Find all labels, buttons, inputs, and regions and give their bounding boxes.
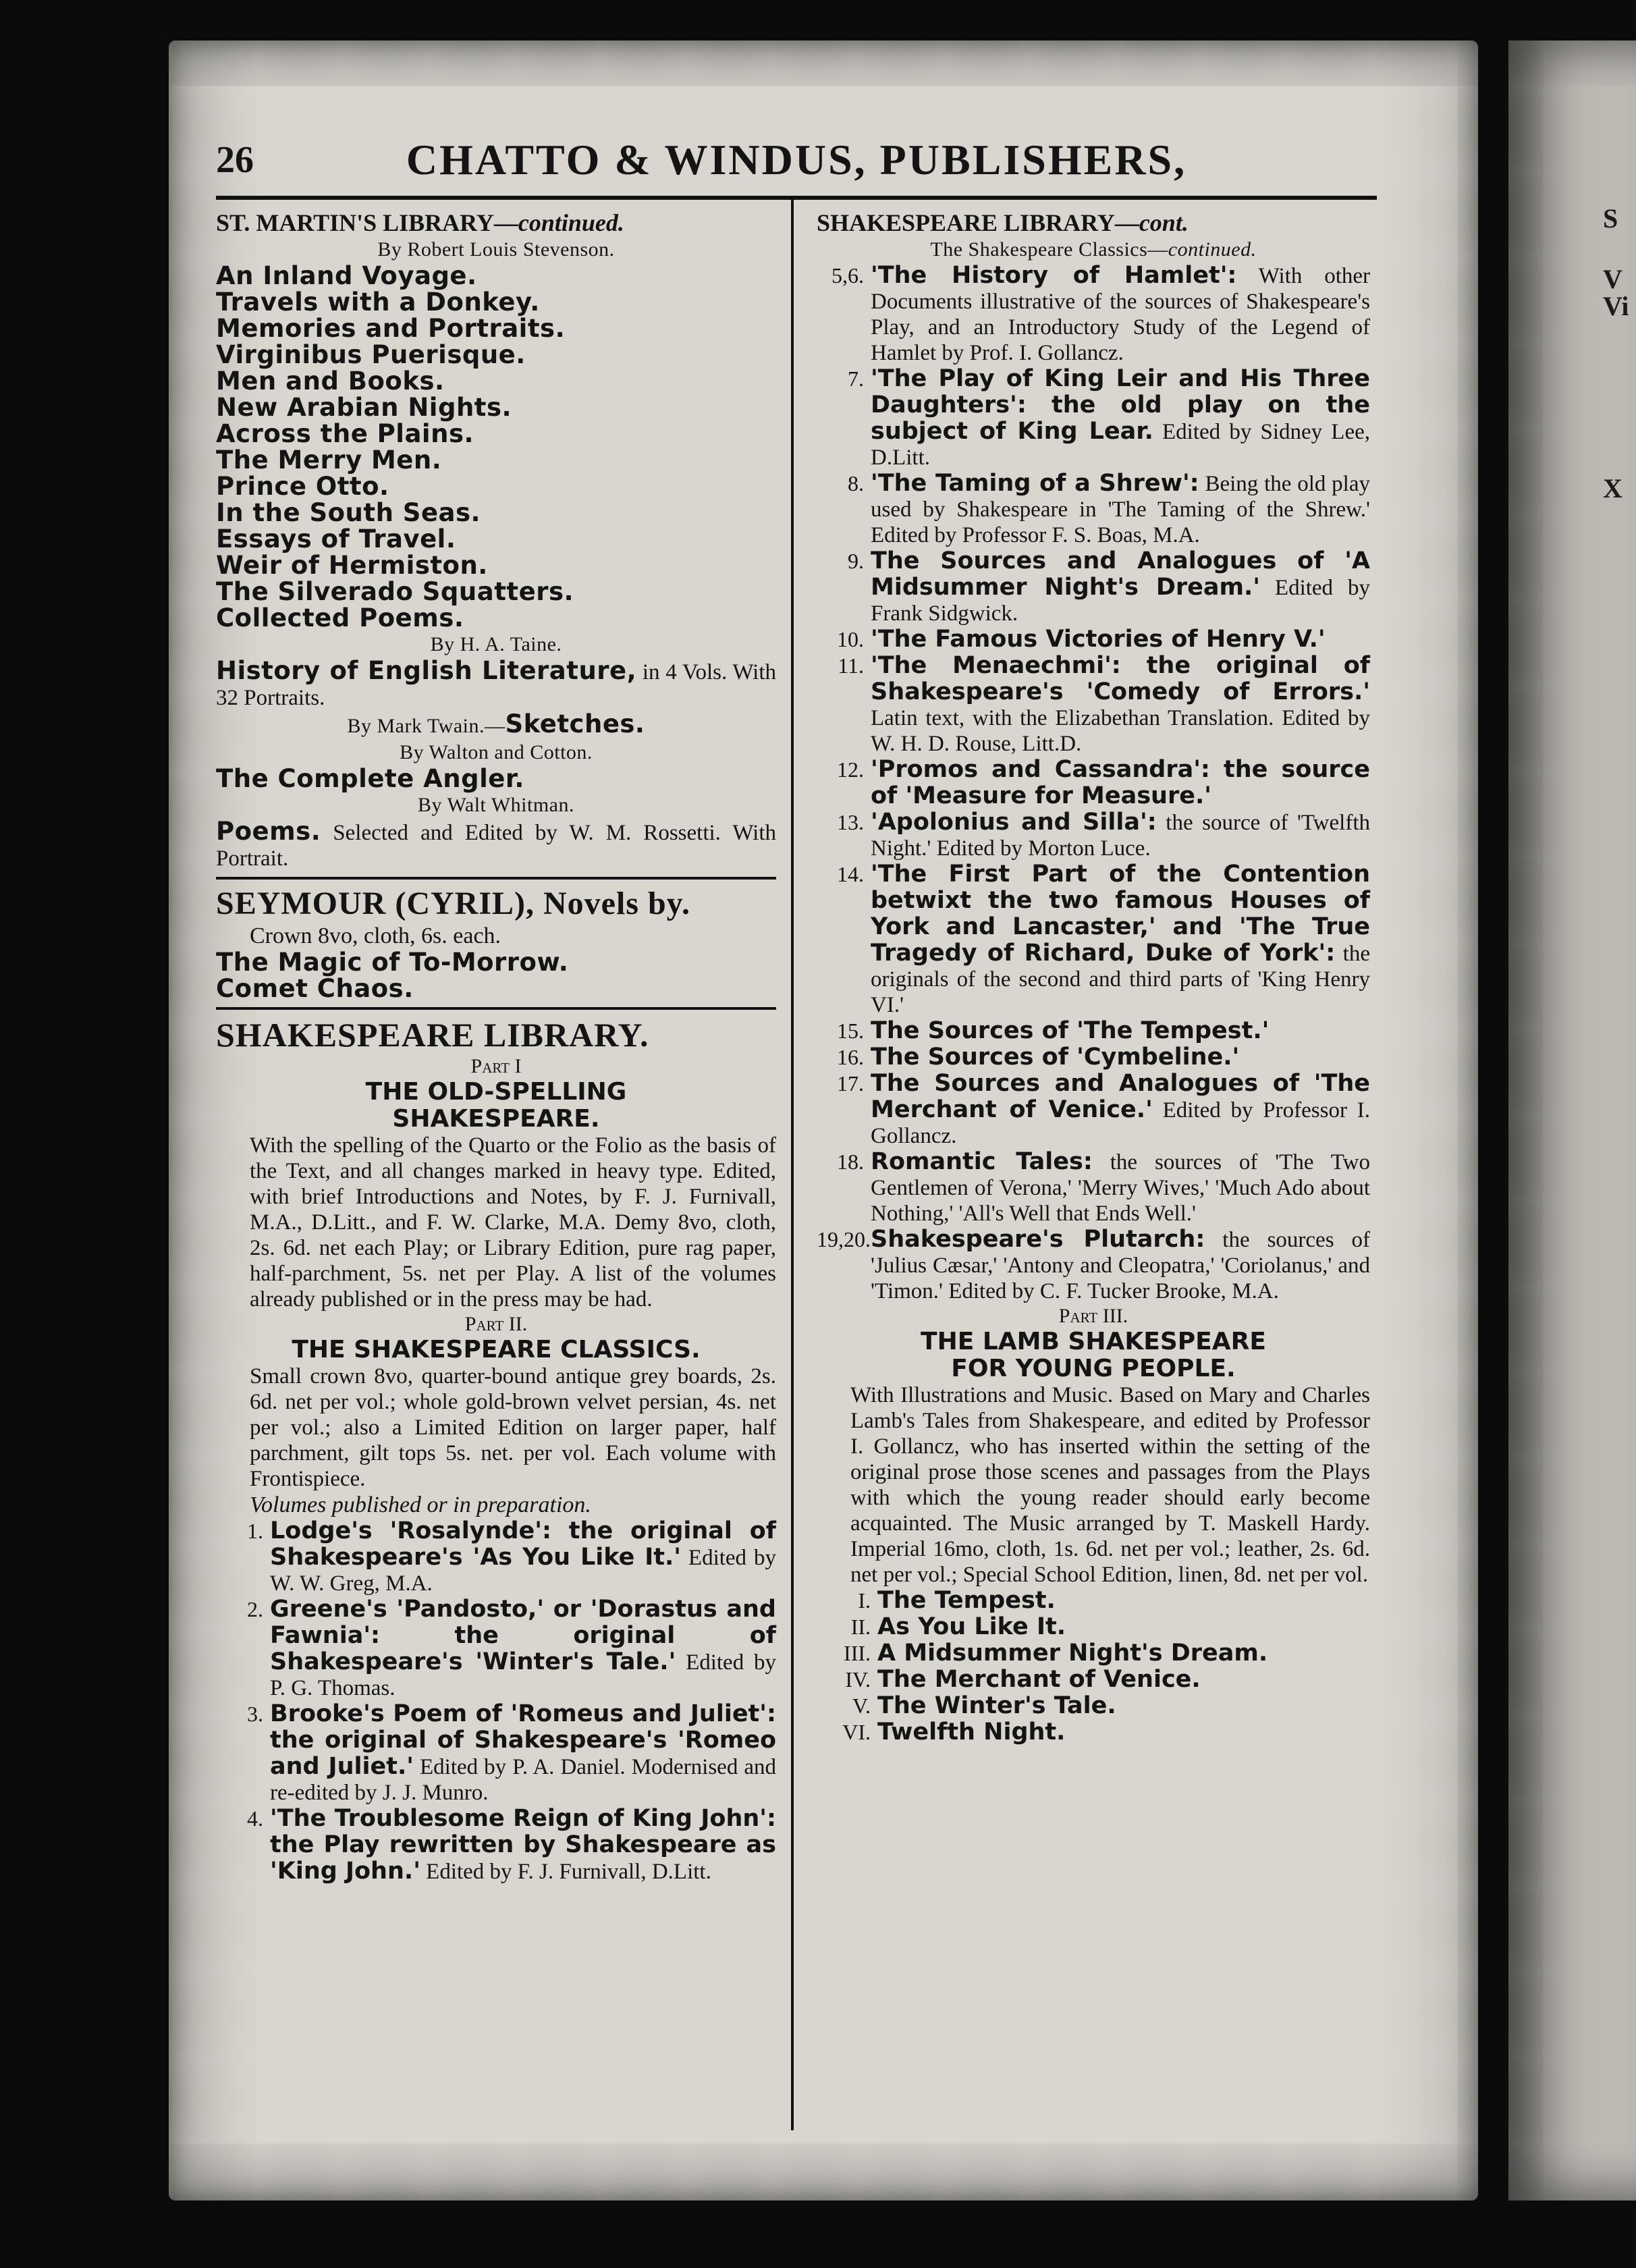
list-item: 2. Greene's 'Pandosto,' or 'Dorastus and Fawnia': the original of Shakespeare's 'Winter's Tale.' Edited by P. G. Thomas. <box>247 1596 776 1700</box>
list-item: 11. 'The Menaechmi': the original of Shakespeare's 'Comedy of Errors.' Latin text, with the Elizabethan Translation. Edited by W. H. D. Rouse, Litt.D. <box>838 652 1370 756</box>
list-item: IV. The Merchant of Venice. <box>845 1666 1201 1693</box>
walton-author: By Walton and Cotton. <box>400 741 593 763</box>
book-title: The Silverado Squatters. <box>216 577 574 606</box>
header-rule <box>216 196 1377 200</box>
left-column <box>216 209 776 1885</box>
list-item: 3. Brooke's Poem of 'Romeus and Juliet': the original of Shakespeare's 'Romeo and Juliet.' Edited by P. A. Daniel. Modernised and re-edited by J. J. Munro. <box>247 1700 777 1805</box>
part-three-title: FOR YOUNG PEOPLE. <box>951 1355 1236 1382</box>
book-title: Essays of Travel. <box>216 524 456 554</box>
twain-entry: By Mark Twain.—Sketches. <box>347 709 645 738</box>
list-item: III. A Midsummer Night's Dream. <box>844 1640 1268 1667</box>
running-title: CHATTO & WINDUS, PUBLISHERS, <box>406 136 1187 184</box>
list-item: 7. 'The Play of King Leir and His Three Daughters': the old play on the subject of King Lear. Edited by Sidney Lee, D.Litt. <box>848 365 1370 470</box>
book-title: Travels with a Donkey. <box>216 288 540 317</box>
book-title: Prince Otto. <box>216 472 389 501</box>
list-item: 9. The Sources and Analogues of 'A Midsummer Night's Dream.' Edited by Frank Sidgwick. <box>848 547 1370 626</box>
page-number: 26 <box>216 139 254 181</box>
list-item: II. As You Like It. <box>850 1613 1066 1640</box>
part-three-label: Part III. <box>1058 1305 1128 1327</box>
list-item: 14. 'The First Part of the Contention betwixt the two famous Houses of York and Lancaster,' and 'The True Tragedy of Richard, Duke of York': the originals of the second and third parts of 'King Henry VI.' <box>837 861 1370 1017</box>
column-rule <box>791 200 794 2130</box>
part-two-description: Small crown 8vo, quarter-bound antique grey boards, 2s. 6d. net per vol.; whole gold-brown velvet persian, 4s. net per vol.; also a Limited Edition on larger paper, half parchment, gilt tops 5s. net. per vol. Each volume with Frontispiece. <box>250 1364 776 1491</box>
list-item: VI. Twelfth Night. <box>842 1719 1066 1746</box>
walton-title: The Complete Angler. <box>216 764 524 793</box>
book-title: Weir of Hermiston. <box>216 551 488 580</box>
st-martins-heading: ST. MARTIN'S LIBRARY—continued. <box>216 209 624 236</box>
book-title: Men and Books. <box>216 367 445 396</box>
part-one-title: THE OLD-SPELLING <box>365 1078 627 1106</box>
volumes-note: Volumes published or in preparation. <box>250 1492 591 1517</box>
book-title: In the South Seas. <box>216 498 481 527</box>
page-fragment: S <box>1603 203 1618 234</box>
classics-subheading: The Shakespeare Classics—continued. <box>930 238 1257 261</box>
book-title: Across the Plains. <box>216 419 474 448</box>
shakespeare-library-cont-heading: SHAKESPEARE LIBRARY—cont. <box>817 209 1189 236</box>
list-item: 4. 'The Troublesome Reign of King John': the Play rewritten by Shakespeare as 'King John.' Edited by F. J. Furnivall, D.Litt. <box>247 1805 776 1885</box>
book-title: Memories and Portraits. <box>216 314 566 343</box>
list-item: I. The Tempest. <box>858 1587 1056 1614</box>
part-one-label: Part I <box>470 1055 522 1077</box>
whitman-author: By Walt Whitman. <box>418 794 574 816</box>
taine-author: By H. A. Taine. <box>430 633 562 655</box>
lamb-volumes <box>817 1588 1370 1746</box>
book-title: Comet Chaos. <box>216 974 414 1003</box>
list-item: 16. The Sources of 'Cymbeline.' <box>837 1044 1240 1071</box>
book-title: An Inland Voyage. <box>216 261 477 290</box>
shakespeare-library-heading: SHAKESPEARE LIBRARY. <box>216 1016 649 1054</box>
part-three-title: THE LAMB SHAKESPEARE <box>921 1328 1266 1355</box>
list-item: 15. The Sources of 'The Tempest.' <box>837 1017 1270 1044</box>
list-item: 12. 'Promos and Cassandra': the source of 'Measure for Measure.' <box>837 756 1370 809</box>
book-page <box>169 40 1478 2200</box>
whitman-entry: Poems. Selected and Edited by W. M. Rossetti. With Portrait. <box>216 817 776 871</box>
stevenson-titles <box>216 263 776 631</box>
list-item: 19,20. Shakespeare's Plutarch: the sources of 'Julius Cæsar,' 'Antony and Cleopatra,' 'Coriolanus,' and 'Timon.' Edited by C. F. Tucker Brooke, M.A. <box>817 1226 1370 1303</box>
book-title: The Merry Men. <box>216 446 442 475</box>
book-title: New Arabian Nights. <box>216 393 512 422</box>
book-title: Collected Poems. <box>216 603 464 632</box>
page-fragment: X <box>1603 473 1623 504</box>
seymour-subtext: Crown 8vo, cloth, 6s. each. <box>250 923 501 948</box>
page-header <box>216 108 1377 189</box>
page-fragment: Vi <box>1603 291 1629 321</box>
list-item: 1. Lodge's 'Rosalynde': the original of Shakespeare's 'As You Like It.' Edited by W. W. Greg, M.A. <box>247 1517 776 1596</box>
part-three-description: With Illustrations and Music. Based on Mary and Charles Lamb's Tales from Shakespeare, and edited by Professor I. Gollancz, who has inserted within the setting of the original prose those scenes and passages from the Plays with which the young reader should early become acquainted. The Music arranged by T. Maskell Hardy. Imperial 16mo, cloth, 1s. 6d. net per vol.; leather, 2s. 6d. net per vol.; Special School Edition, linen, 8d. net per vol. <box>850 1383 1370 1587</box>
section-rule <box>216 877 776 880</box>
adjacent-page-edge <box>1508 40 1636 2200</box>
book-title: Virginibus Puerisque. <box>216 340 526 369</box>
list-item: 17. The Sources and Analogues of 'The Merchant of Venice.' Edited by Professor I. Gollancz. <box>837 1070 1370 1148</box>
list-item: V. The Winter's Tale. <box>852 1692 1116 1719</box>
stevenson-author: By Robert Louis Stevenson. <box>377 238 615 261</box>
part-two-label: Part II. <box>464 1313 528 1335</box>
taine-entry: History of English Literature, in 4 Vols. With 32 Portraits. <box>216 656 776 710</box>
part-one-title: SHAKESPEARE. <box>392 1105 600 1133</box>
right-column <box>817 209 1370 1746</box>
section-rule <box>216 1007 776 1010</box>
page-fragment: V <box>1603 264 1623 294</box>
list-item: 8. 'The Taming of a Shrew': Being the old play used by Shakespeare in 'The Taming of the Shrew.' Edited by Professor F. S. Boas, M.A. <box>848 470 1370 547</box>
part-one-description: With the spelling of the Quarto or the Folio as the basis of the Text, and all changes marked in heavy type. Edited, with brief Introductions and Notes, by F. J. Furnivall, M.A., D.Litt., and F. W. Clarke, M.A. Demy 8vo, cloth, 2s. 6d. net each Play; or Library Edition, pure rag paper, half-parchment, 5s. net per Play. A list of the volumes already published or in the press may be had. <box>250 1133 776 1312</box>
list-item: 5,6. 'The History of Hamlet': With other Documents illustrative of the sources of Shakespeare's Play, and an Introductory Study of the Legend of Hamlet by Prof. I. Gollancz. <box>831 262 1370 365</box>
book-title: The Magic of To-Morrow. <box>216 948 569 977</box>
list-item: 13. 'Apolonius and Silla': the source of 'Twelfth Night.' Edited by Morton Luce. <box>837 809 1370 861</box>
list-item: 10. 'The Famous Victories of Henry V.' <box>837 626 1326 653</box>
list-item: 18. Romantic Tales: the sources of 'The Two Gentlemen of Verona,' 'Merry Wives,' 'Much Ado about Nothing,' 'All's Well that Ends Well.' <box>837 1148 1370 1226</box>
part-two-title: THE SHAKESPEARE CLASSICS. <box>292 1336 701 1364</box>
seymour-heading: SEYMOUR (CYRIL), Novels by. <box>216 886 691 921</box>
